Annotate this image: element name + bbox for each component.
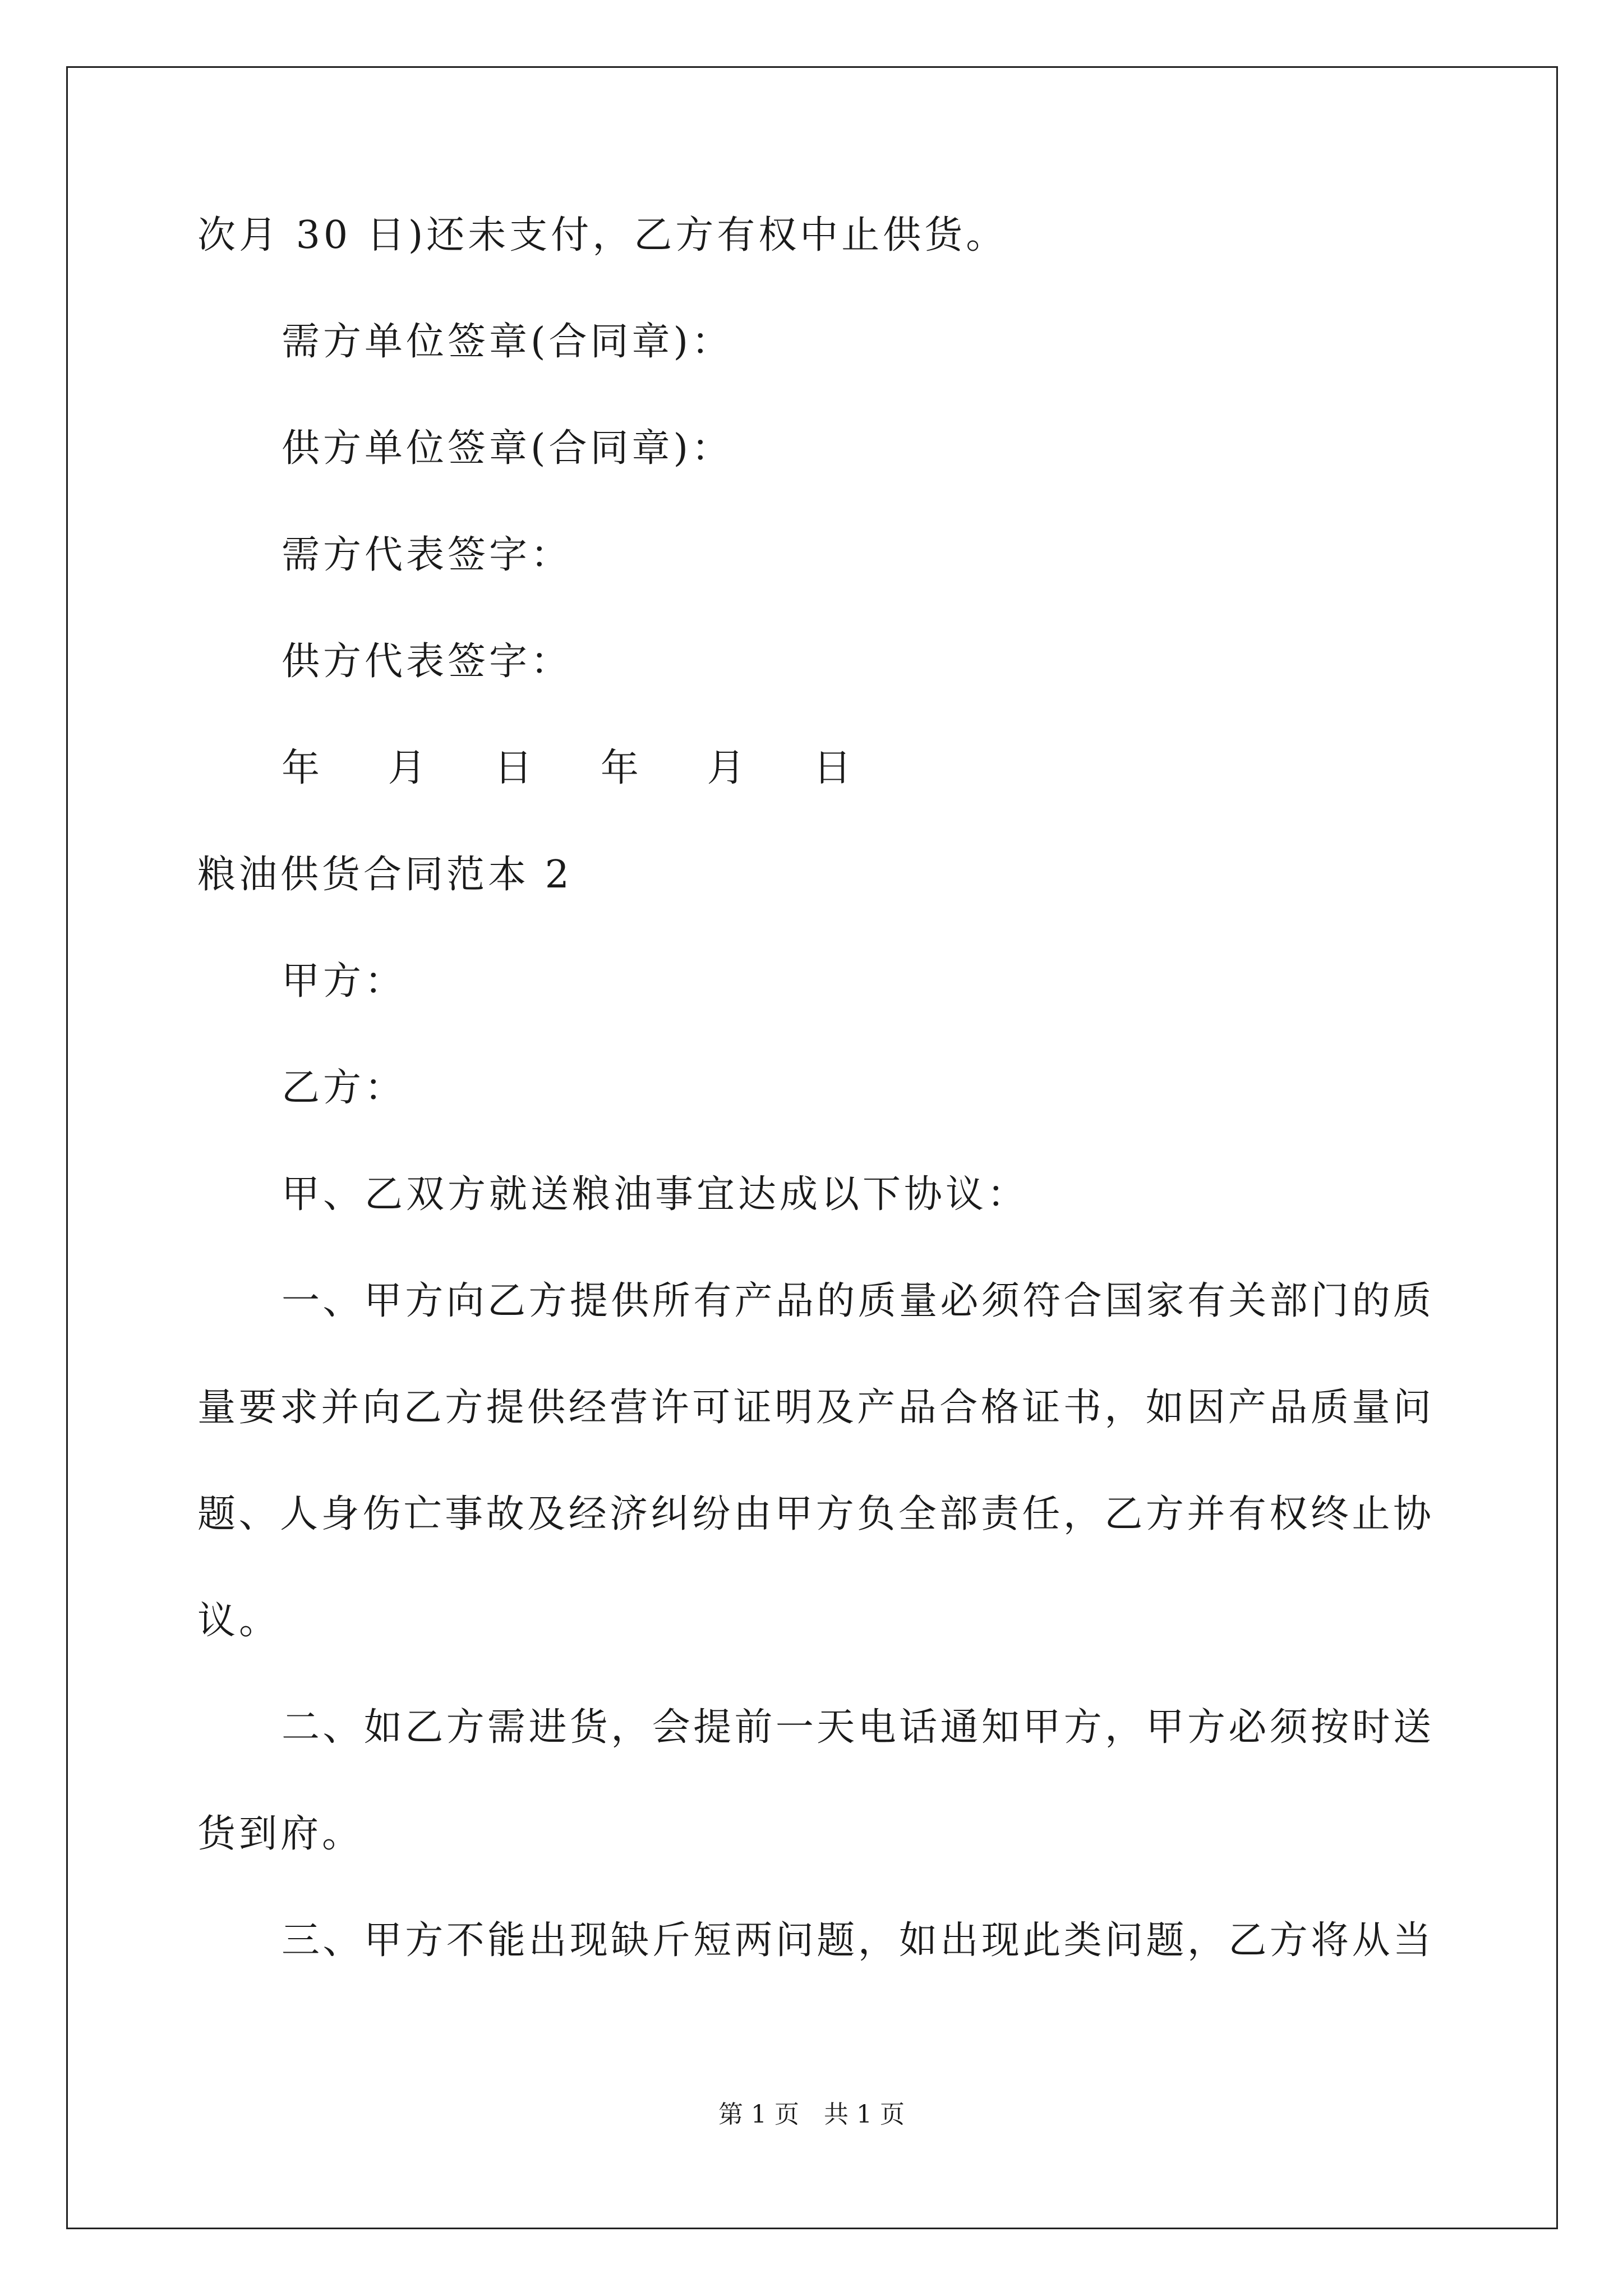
clause-1-line-2: 量要求并向乙方提供经营许可证明及产品合格证书，如因产品质量问	[197, 1386, 1431, 1430]
section-title: 粮油供货合同范本 2	[197, 853, 573, 897]
party-b: 乙方：	[282, 1066, 407, 1110]
clause-3-line-1: 三、甲方不能出现缺斤短两问题，如出现此类问题，乙方将从当	[282, 1918, 1431, 1963]
clause-1-line-4: 议。	[197, 1599, 281, 1643]
page-border	[66, 66, 1558, 2229]
clause-2-line-1: 二、如乙方需进货，会提前一天电话通知甲方，甲方必须按时送	[282, 1705, 1431, 1750]
signature-supply-rep: 供方代表签字：	[282, 639, 573, 684]
clause-1-line-1: 一、甲方向乙方提供所有产品的质量必须符合国家有关部门的质	[282, 1279, 1431, 1323]
paragraph-line: 次月 30 日)还未支付，乙方有权中止供货。	[197, 213, 1008, 257]
clause-1-line-3: 题、人身伤亡事故及经济纠纷由甲方负全部责任，乙方并有权终止协	[197, 1492, 1431, 1536]
signature-demand-rep: 需方代表签字：	[282, 533, 573, 577]
signature-demand-seal: 需方单位签章(合同章)：	[282, 320, 734, 364]
party-a: 甲方：	[282, 959, 407, 1004]
page-footer: 第 1 页 共 1 页	[718, 2100, 905, 2129]
clause-2-line-2: 货到府。	[197, 1812, 364, 1856]
agreement-intro: 甲、乙双方就送粮油事宜达成以下协议：	[282, 1172, 1029, 1217]
date-line: 年 月 日 年 月 日	[282, 746, 869, 790]
signature-supply-seal: 供方单位签章(合同章)：	[282, 426, 734, 471]
